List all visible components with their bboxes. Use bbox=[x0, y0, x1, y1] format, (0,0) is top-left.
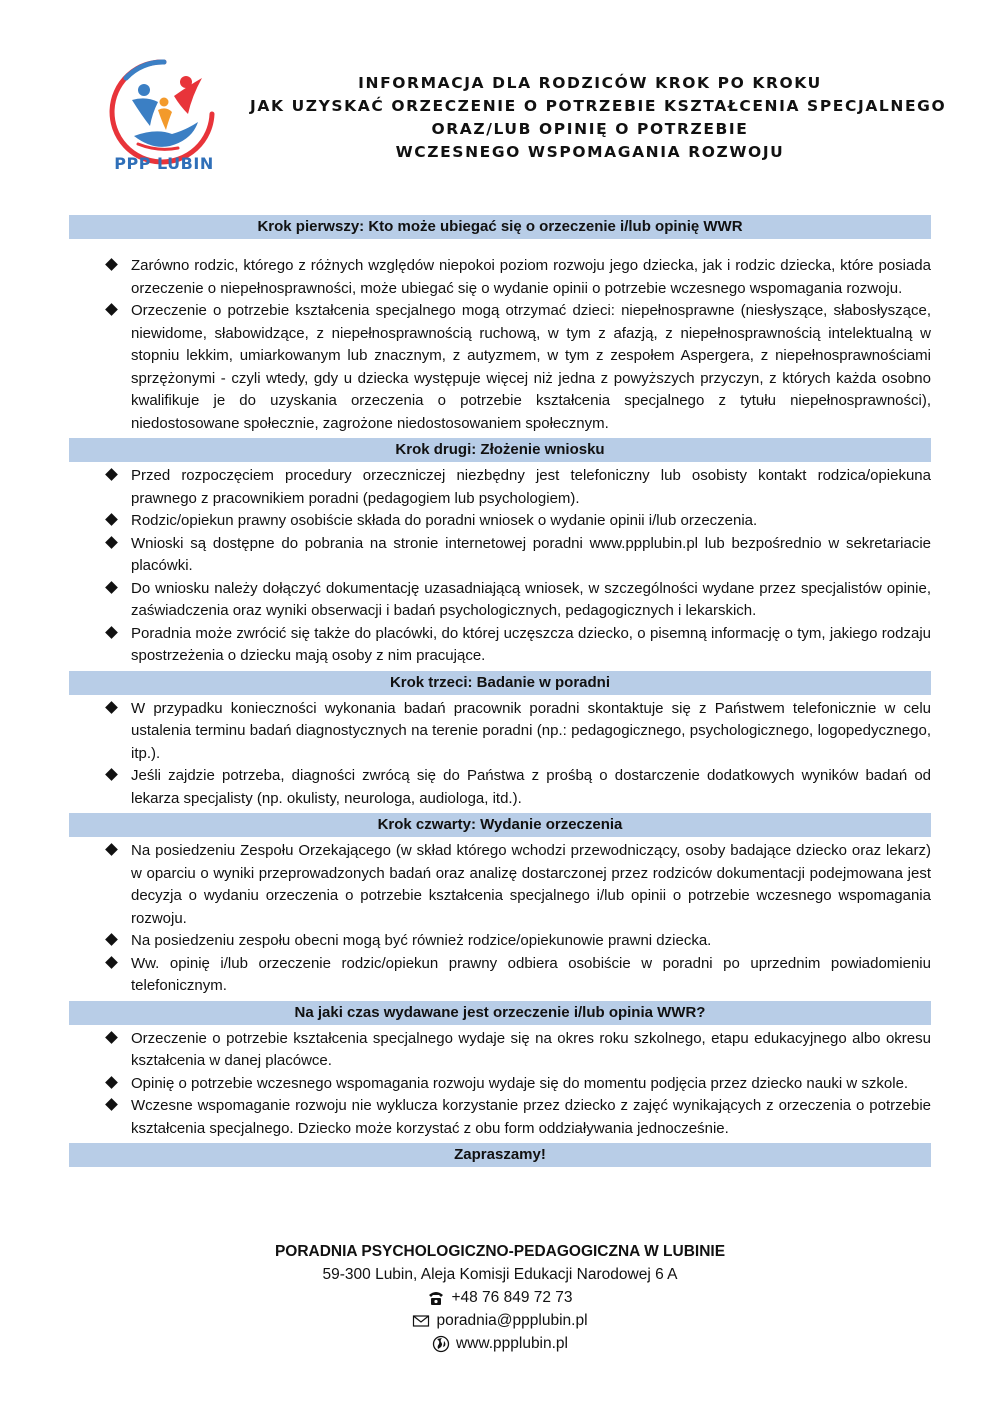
section-step-three bbox=[69, 671, 931, 814]
phone-icon bbox=[427, 1289, 445, 1307]
diamond-bullet-icon bbox=[105, 536, 118, 549]
list-item-text: Zarówno rodzic, którego z różnych względów niepokoi poziom rozwoju jego dziecka, jak i rodzic dziecka, które posiada orzeczenie o niepełnosprawności, może ubiegać się o wydanie opinii o potrzebie wczesnego wspomagania rozwoju. bbox=[131, 257, 931, 297]
list-item bbox=[69, 623, 931, 668]
list-item-text: Jeśli zajdzie potrzeba, diagności zwrócą się do Państwa z prośbą o dostarczenie dodatkowych wyników badań od lekarza specjalisty (np. okulisty, neurologa, audiologa, itd.). bbox=[131, 767, 931, 807]
list-item bbox=[69, 953, 931, 998]
diamond-bullet-icon bbox=[105, 303, 118, 316]
envelope-icon bbox=[412, 1312, 430, 1330]
diamond-bullet-icon bbox=[105, 1098, 118, 1111]
page-title bbox=[250, 72, 947, 164]
footer-website[interactable]: www.ppplubin.pl bbox=[455, 1335, 568, 1352]
bullet-list bbox=[69, 695, 931, 814]
list-item-text: Do wniosku należy dołączyć dokumentację uzasadniającą wniosek, w szczególności wydane przez specjalistów opinie, zaświadczenia oraz wyniki obserwacji i badań psychologicznych, pedagogicznych i lekarskich. bbox=[131, 579, 931, 619]
diamond-bullet-icon bbox=[105, 1031, 118, 1044]
logo-text: PPP LUBIN bbox=[114, 154, 214, 173]
footer bbox=[0, 1240, 1000, 1355]
diamond-bullet-icon bbox=[105, 258, 118, 271]
list-item-text: Ww. opinię i/lub orzeczenie rodzic/opiekun prawny odbiera osobiście w poradni po uprzednim powiadomieniu telefonicznym. bbox=[131, 954, 931, 994]
diamond-bullet-icon bbox=[105, 513, 118, 526]
section-heading: Krok pierwszy: Kto może ubiegać się o orzeczenie i/lub opinię WWR bbox=[69, 215, 931, 239]
bullet-list bbox=[69, 462, 931, 671]
section-heading: Krok drugi: Złożenie wniosku bbox=[69, 438, 931, 462]
footer-address: 59-300 Lubin, Aleja Komisji Edukacji Narodowej 6 A bbox=[322, 1266, 678, 1283]
bullet-list bbox=[69, 239, 931, 438]
list-item bbox=[69, 510, 931, 533]
list-item bbox=[69, 1073, 931, 1096]
footer-org-name: PORADNIA PSYCHOLOGICZNO-PEDAGOGICZNA W LUBINIE bbox=[274, 1243, 726, 1260]
footer-email-row bbox=[0, 1309, 1000, 1332]
globe-icon bbox=[432, 1335, 450, 1353]
list-item-text: Rodzic/opiekun prawny osobiście składa do poradni wniosek o wydanie opinii i/lub orzeczenia. bbox=[131, 512, 758, 529]
list-item-text: Na posiedzeniu zespołu obecni mogą być również rodzice/opiekunowie prawni dziecka. bbox=[131, 932, 712, 949]
bullet-list bbox=[69, 837, 931, 1001]
list-item bbox=[69, 840, 931, 930]
list-item bbox=[69, 1028, 931, 1073]
list-item-text: Poradnia może zwrócić się także do placówki, do której uczęszcza dziecko, o pisemną informację o tym, jakiego rodzaju spostrzeżenia o dziecku mają osoby z nim pracujące. bbox=[131, 624, 931, 664]
list-item bbox=[69, 930, 931, 953]
section-heading: Krok czwarty: Wydanie orzeczenia bbox=[69, 813, 931, 837]
content bbox=[69, 215, 931, 1167]
list-item-text: Orzeczenie o potrzebie kształcenia specjalnego wydaje się na okres roku szkolnego, etapu edukacyjnego albo okresu kształcenia w danej placówce. bbox=[131, 1029, 931, 1069]
diamond-bullet-icon bbox=[105, 468, 118, 481]
list-item-text: Wnioski są dostępne do pobrania na stronie internetowej poradni www.ppplubin.pl lub bezpośrednio w sekretariacie placówki. bbox=[131, 534, 931, 574]
section-duration bbox=[69, 1001, 931, 1144]
list-item-text: Orzeczenie o potrzebie kształcenia specjalnego mogą otrzymać dzieci: niepełnosprawne (niesłyszące, słabosłyszące, niewidome, słabowidzące, z niepełnosprawnością ruchową, w tym z afazją, z niepełnosprawnością intelektualną w stopniu lekkim, umiarkowanym lub znacznym, z autyzmem, w tym z zespołem Aspergera, z niepełnosprawnościami sprzężonymi - czyli wtedy, gdy u dziecka występuje więcej niż jedna z powyższych przyczyn, z których każda osobno kwalifikuje je do uzyskania orzeczenia o potrzebie kształcenia specjalnego z tytułu niepełnosprawności), niedostosowane społecznie, zagrożone niedostosowaniem społecznym. bbox=[131, 302, 931, 432]
list-item bbox=[69, 1095, 931, 1140]
list-item-text: Wczesne wspomaganie rozwoju nie wyklucza korzystanie przez dziecko z zajęć wynikających z orzeczenia o potrzebie kształcenia specjalnego. Dziecko może korzystać z obu form oddziaływania jednocześnie. bbox=[131, 1097, 931, 1137]
list-item bbox=[69, 255, 931, 300]
list-item bbox=[69, 578, 931, 623]
title-line: WCZESNEGO WSPOMAGANIA ROZWOJU bbox=[395, 143, 785, 161]
section-step-one bbox=[69, 215, 931, 438]
list-item bbox=[69, 300, 931, 435]
footer-phone[interactable]: +48 76 849 72 73 bbox=[451, 1289, 573, 1306]
diamond-bullet-icon bbox=[105, 626, 118, 639]
bullet-list bbox=[69, 1025, 931, 1144]
title-line: ORAZ/LUB OPINIĘ O POTRZEBIE bbox=[431, 120, 749, 138]
diamond-bullet-icon bbox=[105, 581, 118, 594]
footer-email[interactable]: poradnia@ppplubin.pl bbox=[436, 1312, 588, 1329]
diamond-bullet-icon bbox=[105, 843, 118, 856]
diamond-bullet-icon bbox=[105, 768, 118, 781]
section-heading: Na jaki czas wydawane jest orzeczenie i/lub opinia WWR? bbox=[69, 1001, 931, 1025]
section-step-two bbox=[69, 438, 931, 671]
section-heading: Krok trzeci: Badanie w poradni bbox=[69, 671, 931, 695]
list-item-text: Przed rozpoczęciem procedury orzeczniczej niezbędny jest telefoniczny lub osobisty kontakt rodzica/opiekuna prawnego z pracownikiem poradni (pedagogiem lub psychologiem). bbox=[131, 467, 931, 507]
list-item-text: Opinię o potrzebie wczesnego wspomagania rozwoju wydaje się do momentu podjęcia przez dziecko nauki w szkole. bbox=[131, 1074, 909, 1092]
title-line: INFORMACJA DLA RODZICÓW KROK PO KROKU bbox=[358, 74, 822, 92]
section-step-four bbox=[69, 813, 931, 1001]
diamond-bullet-icon bbox=[105, 701, 118, 714]
diamond-bullet-icon bbox=[105, 1076, 118, 1089]
logo-emblem-icon bbox=[108, 56, 220, 166]
diamond-bullet-icon bbox=[105, 933, 118, 946]
list-item bbox=[69, 533, 931, 578]
list-item-text: W przypadku konieczności wykonania badań pracownik poradni skontaktuje się z Państwem telefonicznie w celu ustalenia terminu badań diagnostycznych na terenie poradni (np.: pedagogicznego, psychologicznego, logopedycznego, itp.). bbox=[131, 699, 931, 762]
list-item bbox=[69, 698, 931, 766]
list-item-text: Na posiedzeniu Zespołu Orzekającego (w skład którego wchodzi przewodniczący, osoby badające dziecko oraz lekarz) w oparciu o wyniki przeprowadzonych badań oraz analizę dostarczonej przez rodziców dokumentacji podejmowana jest decyzja o wydaniu orzeczenia o potrzebie kształcenia specjalnego i/lub opinii o potrzebie wczesnego wspomagania rozwoju. bbox=[131, 842, 931, 927]
closing-banner: Zapraszamy! bbox=[69, 1143, 931, 1167]
list-item bbox=[69, 465, 931, 510]
footer-web-row bbox=[0, 1332, 1000, 1355]
footer-phone-row bbox=[0, 1286, 1000, 1309]
list-item bbox=[69, 765, 931, 810]
diamond-bullet-icon bbox=[105, 956, 118, 969]
title-line: JAK UZYSKAĆ ORZECZENIE O POTRZEBIE KSZTAŁCENIA SPECJALNEGO bbox=[250, 97, 947, 115]
